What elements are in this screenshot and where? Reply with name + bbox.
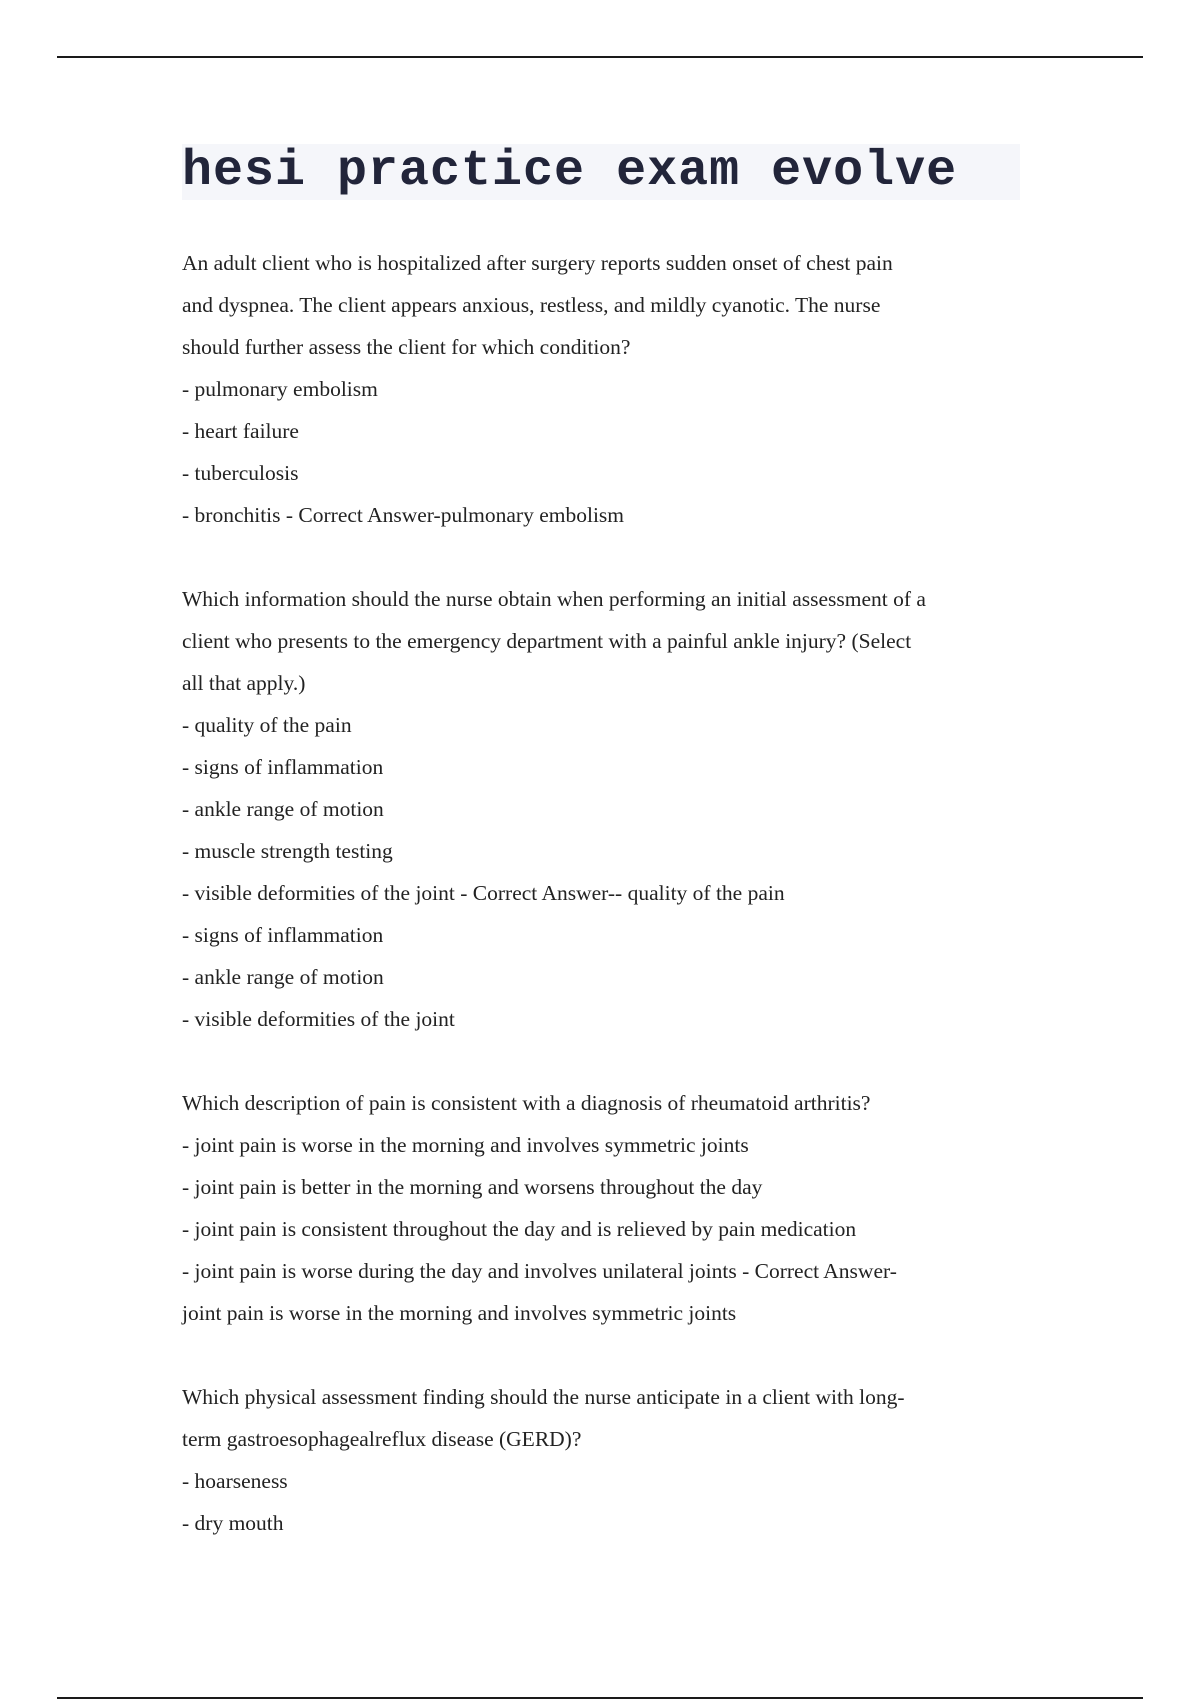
answer-option: - visible deformities of the joint — [182, 1007, 455, 1031]
answer-option: joint pain is worse in the morning and involves symmetric joints — [182, 1301, 737, 1325]
text-line: client who presents to the emergency department with a painful ankle injury? (Select — [182, 629, 912, 653]
answer-option: - signs of inflammation — [182, 755, 384, 779]
document-body — [182, 242, 1020, 1544]
document-title: hesi practice exam evolve — [182, 143, 958, 200]
answer-option: - joint pain is consistent throughout the day and is relieved by pain medication — [182, 1217, 857, 1241]
text-line: Which information should the nurse obtain when performing an initial assessment of a — [182, 587, 926, 611]
question-block — [182, 1082, 1020, 1334]
text-line: An adult client who is hospitalized after surgery reports sudden onset of chest pain — [182, 251, 893, 275]
answer-option: - dry mouth — [182, 1511, 284, 1535]
answer-option: - signs of inflammation — [182, 923, 384, 947]
question-block — [182, 1376, 1020, 1544]
answer-option: - pulmonary embolism — [182, 377, 378, 401]
text-line: term gastroesophagealreflux disease (GERD)? — [182, 1427, 582, 1451]
question-block — [182, 578, 1020, 1040]
text-line: all that apply.) — [182, 671, 306, 695]
text-line: Which description of pain is consistent with a diagnosis of rheumatoid arthritis? — [182, 1091, 871, 1115]
answer-option: - joint pain is worse during the day and involves unilateral joints - Correct Answer- — [182, 1259, 897, 1283]
text-line: and dyspnea. The client appears anxious, restless, and mildly cyanotic. The nurse — [182, 293, 881, 317]
title-banner — [182, 144, 1020, 200]
bottom-divider — [57, 1697, 1143, 1699]
answer-option: - joint pain is better in the morning and worsens throughout the day — [182, 1175, 763, 1199]
top-divider — [57, 56, 1143, 58]
question-block — [182, 242, 1020, 536]
answer-option: - quality of the pain — [182, 713, 352, 737]
answer-option: - visible deformities of the joint - Correct Answer-- quality of the pain — [182, 881, 785, 905]
answer-option: - heart failure — [182, 419, 299, 443]
answer-option: - ankle range of motion — [182, 797, 384, 821]
answer-option: - tuberculosis — [182, 461, 299, 485]
answer-option: - joint pain is worse in the morning and involves symmetric joints — [182, 1133, 749, 1157]
answer-option: - ankle range of motion — [182, 965, 384, 989]
answer-option: - hoarseness — [182, 1469, 288, 1493]
text-line: Which physical assessment finding should the nurse anticipate in a client with long- — [182, 1385, 905, 1409]
document-content — [182, 144, 1020, 1586]
answer-option: - muscle strength testing — [182, 839, 393, 863]
answer-option: - bronchitis - Correct Answer-pulmonary embolism — [182, 503, 625, 527]
text-line: should further assess the client for which condition? — [182, 335, 631, 359]
